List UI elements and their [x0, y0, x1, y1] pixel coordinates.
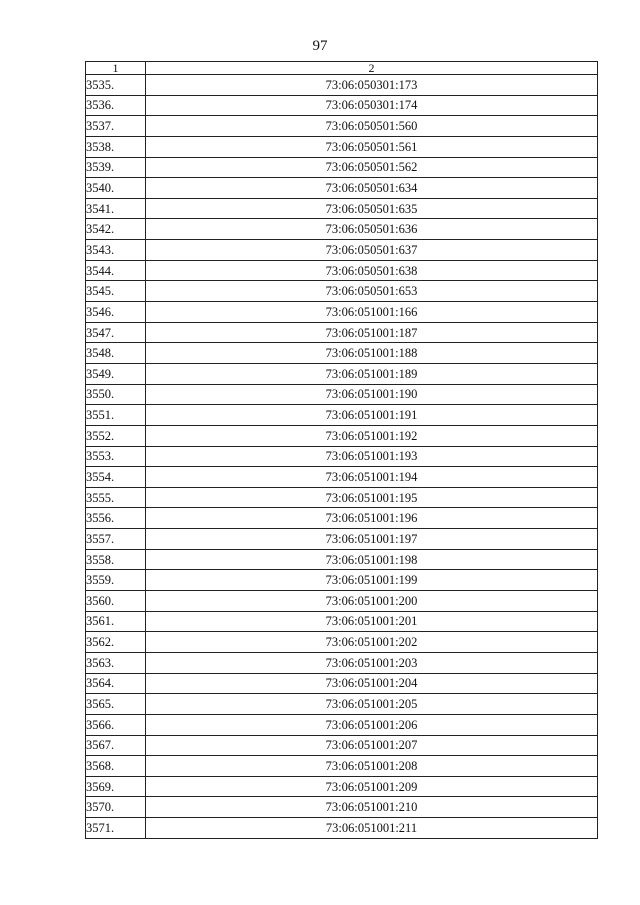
table-row [86, 611, 598, 632]
table-row [86, 136, 598, 157]
cadastral-number-cell: 73:06:051001:204 [146, 673, 598, 694]
row-number-cell: 3540. [86, 178, 146, 199]
row-number-cell: 3564. [86, 673, 146, 694]
table-row [86, 652, 598, 673]
row-number-cell: 3571. [86, 818, 146, 839]
cadastral-number-cell: 73:06:050301:173 [146, 75, 598, 96]
table-row [86, 735, 598, 756]
cadastral-table [85, 61, 598, 839]
table-row [86, 487, 598, 508]
cadastral-number-cell: 73:06:051001:197 [146, 529, 598, 550]
table-header-row [86, 62, 598, 75]
cadastral-number-cell: 73:06:050501:636 [146, 219, 598, 240]
cadastral-number-cell: 73:06:051001:198 [146, 549, 598, 570]
table-row [86, 302, 598, 323]
table-row [86, 529, 598, 550]
row-number-cell: 3546. [86, 302, 146, 323]
cadastral-number-cell: 73:06:051001:209 [146, 776, 598, 797]
row-number-cell: 3549. [86, 363, 146, 384]
table-row [86, 694, 598, 715]
row-number-cell: 3551. [86, 405, 146, 426]
table-row [86, 157, 598, 178]
cadastral-number-cell: 73:06:051001:206 [146, 714, 598, 735]
row-number-cell: 3561. [86, 611, 146, 632]
table-row [86, 178, 598, 199]
cadastral-number-cell: 73:06:051001:210 [146, 797, 598, 818]
cadastral-number-cell: 73:06:051001:190 [146, 384, 598, 405]
row-number-cell: 3557. [86, 529, 146, 550]
cadastral-number-cell: 73:06:051001:192 [146, 425, 598, 446]
cadastral-number-cell: 73:06:051001:188 [146, 343, 598, 364]
table-row [86, 198, 598, 219]
cadastral-number-cell: 73:06:050301:174 [146, 95, 598, 116]
row-number-cell: 3547. [86, 322, 146, 343]
table-row [86, 632, 598, 653]
cadastral-number-cell: 73:06:051001:195 [146, 487, 598, 508]
table-row [86, 363, 598, 384]
row-number-cell: 3542. [86, 219, 146, 240]
table-row [86, 549, 598, 570]
row-number-cell: 3545. [86, 281, 146, 302]
cadastral-number-cell: 73:06:051001:194 [146, 467, 598, 488]
table-row [86, 714, 598, 735]
row-number-cell: 3537. [86, 116, 146, 137]
row-number-cell: 3560. [86, 591, 146, 612]
cadastral-number-cell: 73:06:051001:203 [146, 652, 598, 673]
table-row [86, 116, 598, 137]
row-number-cell: 3568. [86, 756, 146, 777]
cadastral-number-cell: 73:06:050501:637 [146, 240, 598, 261]
cadastral-number-cell: 73:06:051001:207 [146, 735, 598, 756]
cadastral-number-cell: 73:06:051001:202 [146, 632, 598, 653]
row-number-cell: 3541. [86, 198, 146, 219]
row-number-cell: 3556. [86, 508, 146, 529]
row-number-cell: 3569. [86, 776, 146, 797]
cadastral-number-cell: 73:06:051001:191 [146, 405, 598, 426]
row-number-cell: 3548. [86, 343, 146, 364]
cadastral-number-cell: 73:06:050501:562 [146, 157, 598, 178]
table-row [86, 260, 598, 281]
cadastral-number-cell: 73:06:051001:201 [146, 611, 598, 632]
cadastral-number-cell: 73:06:051001:199 [146, 570, 598, 591]
row-number-cell: 3550. [86, 384, 146, 405]
row-number-cell: 3553. [86, 446, 146, 467]
row-number-cell: 3535. [86, 75, 146, 96]
row-number-cell: 3536. [86, 95, 146, 116]
table-row [86, 570, 598, 591]
row-number-cell: 3544. [86, 260, 146, 281]
table-row [86, 75, 598, 96]
cadastral-number-cell: 73:06:051001:187 [146, 322, 598, 343]
row-number-cell: 3558. [86, 549, 146, 570]
table-row [86, 756, 598, 777]
row-number-cell: 3565. [86, 694, 146, 715]
cadastral-number-cell: 73:06:051001:189 [146, 363, 598, 384]
table-row [86, 219, 598, 240]
cadastral-number-cell: 73:06:051001:196 [146, 508, 598, 529]
column-header-cadastral: 2 [146, 62, 598, 75]
cadastral-number-cell: 73:06:051001:211 [146, 818, 598, 839]
cadastral-number-cell: 73:06:051001:193 [146, 446, 598, 467]
table-row [86, 508, 598, 529]
table-row [86, 425, 598, 446]
table-row [86, 776, 598, 797]
row-number-cell: 3538. [86, 136, 146, 157]
cadastral-number-cell: 73:06:050501:634 [146, 178, 598, 199]
cadastral-number-cell: 73:06:050501:653 [146, 281, 598, 302]
table-row [86, 673, 598, 694]
cadastral-number-cell: 73:06:050501:561 [146, 136, 598, 157]
table-row [86, 343, 598, 364]
table-row [86, 384, 598, 405]
column-header-number: 1 [86, 62, 146, 75]
row-number-cell: 3555. [86, 487, 146, 508]
table-body [86, 75, 598, 839]
row-number-cell: 3554. [86, 467, 146, 488]
row-number-cell: 3566. [86, 714, 146, 735]
table-row [86, 467, 598, 488]
cadastral-number-cell: 73:06:050501:560 [146, 116, 598, 137]
table-row [86, 591, 598, 612]
table-row [86, 240, 598, 261]
table-row [86, 797, 598, 818]
cadastral-number-cell: 73:06:051001:208 [146, 756, 598, 777]
cadastral-number-cell: 73:06:050501:635 [146, 198, 598, 219]
row-number-cell: 3543. [86, 240, 146, 261]
row-number-cell: 3552. [86, 425, 146, 446]
row-number-cell: 3562. [86, 632, 146, 653]
cadastral-number-cell: 73:06:051001:200 [146, 591, 598, 612]
cadastral-number-cell: 73:06:051001:166 [146, 302, 598, 323]
cadastral-number-cell: 73:06:050501:638 [146, 260, 598, 281]
row-number-cell: 3570. [86, 797, 146, 818]
page-number: 97 [312, 38, 328, 54]
row-number-cell: 3559. [86, 570, 146, 591]
row-number-cell: 3567. [86, 735, 146, 756]
table-row [86, 95, 598, 116]
table-row [86, 446, 598, 467]
row-number-cell: 3539. [86, 157, 146, 178]
table-row [86, 405, 598, 426]
row-number-cell: 3563. [86, 652, 146, 673]
table-row [86, 322, 598, 343]
table-row [86, 281, 598, 302]
cadastral-number-cell: 73:06:051001:205 [146, 694, 598, 715]
table-row [86, 818, 598, 839]
